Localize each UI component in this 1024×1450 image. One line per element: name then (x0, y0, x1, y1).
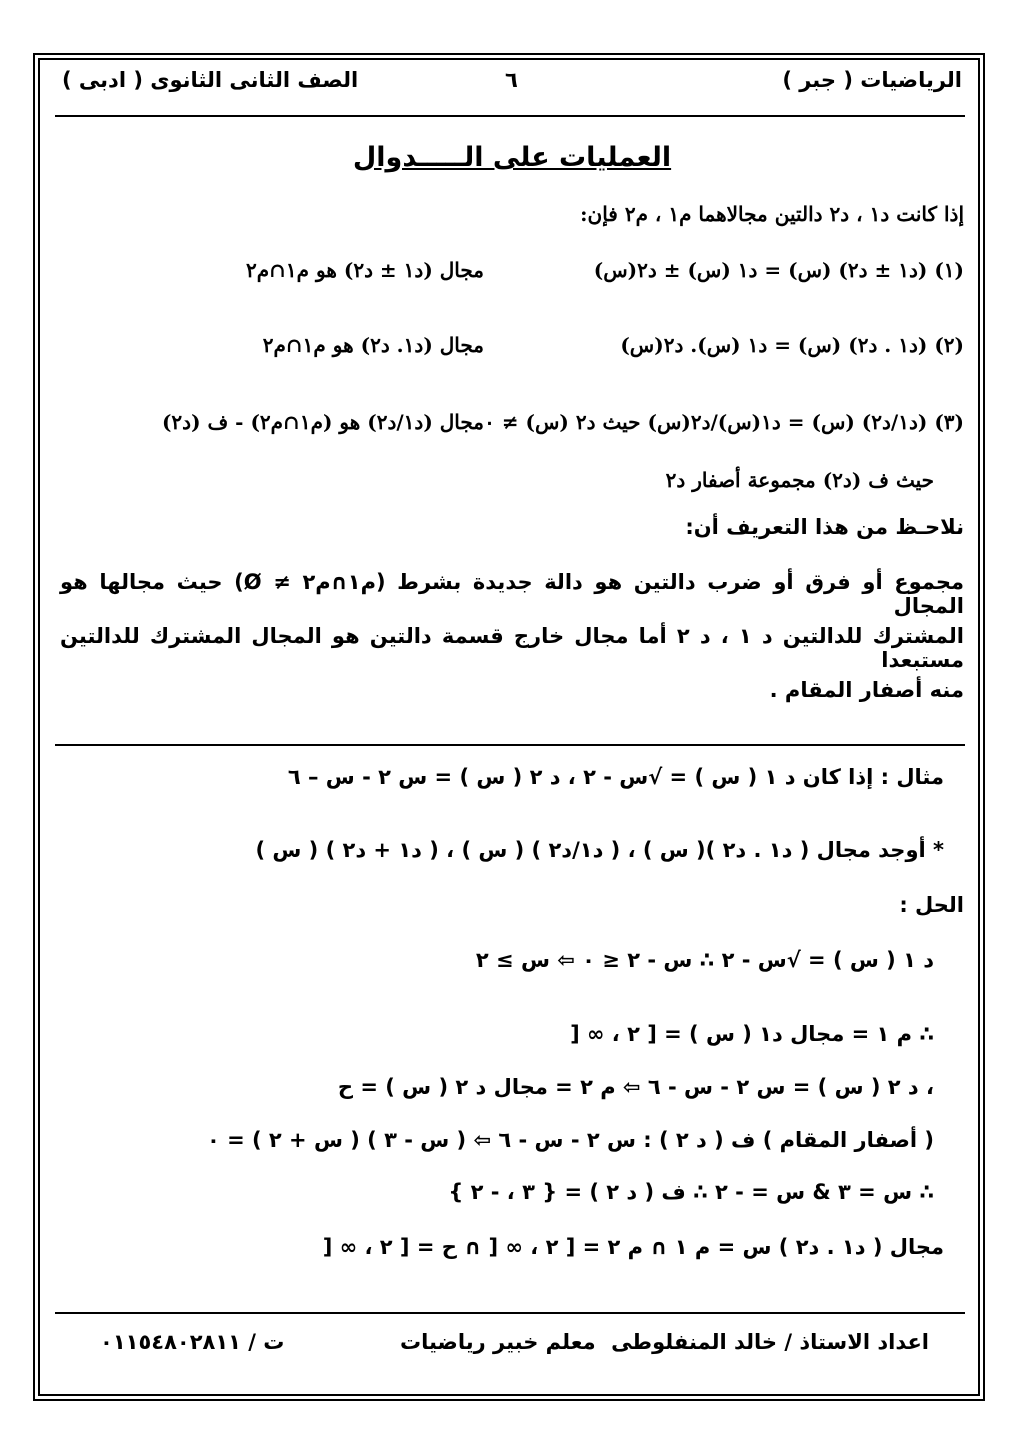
solution-label: الحل : (899, 893, 964, 917)
solution-step-4: ( أصفار المقام ) ف ( د ٢ ) : س ٢ - س - ٦ ⇦ ( س - ٣ ) ( س + ٢ ) = ٠ (206, 1128, 934, 1152)
footer-phone: ت / ٠١١٥٤٨٠٢٨١١ (100, 1330, 285, 1354)
note-line-3: منه أصفار المقام . (769, 678, 964, 702)
definition-intro: إذا كانت د١ ، د٢ دالتين مجالاهما م١ ، م٢ فإن: (580, 202, 964, 226)
page-title: العمليات على الـــــدوال (352, 142, 672, 173)
rule-2-domain: مجال (د١. د٢) هو م١∩م٢ (262, 333, 484, 357)
header-page-number: ٦ (505, 68, 518, 92)
header-grade: الصف الثانى الثانوى ( ادبى ) (62, 68, 359, 92)
solution-step-1: د ١ ( س ) = √س - ٢ ∴ س - ٢ ≤ ٠ ⇦ س ≥ ٢ (475, 948, 934, 972)
section-rule (55, 744, 965, 746)
header-subject: الرياضيات ( جبر ) (782, 68, 962, 92)
rule-2-formula: (٢) (د١ . د٢) (س) = د١ (س). د٢(س) (620, 333, 964, 357)
note-heading: نلاحـظ من هذا التعريف أن: (685, 515, 964, 539)
header-rule (55, 115, 965, 117)
example-statement: مثال : إذا كان د ١ ( س ) = √س - ٢ ، د ٢ ( س ) = س ٢ - س – ٦ (287, 765, 944, 789)
solution-step-5: ∴ س = ٣ & س = - ٢ ∴ ف ( د ٢ ) = { ٣ ، - ٢ } (448, 1180, 934, 1204)
solution-step-2: ∴ م ١ = مجال د١ ( س ) = [ ٢ ، ∞ [ (570, 1022, 934, 1046)
rule-3-domain: مجال (د١/د٢) هو (م١∩م٢) - ف (د٢) (161, 410, 484, 434)
footer-rule (55, 1312, 965, 1314)
zeros-note: حيث ف (د٢) مجموعة أصفار د٢ (665, 468, 934, 492)
note-line-1: مجموع أو فرق أو ضرب دالتين هو دالة جديدة بشرط (م١∩م٢ ≠ Ø) حيث مجالها هو المجال (60, 570, 964, 618)
solution-step-3: ، د ٢ ( س ) = س ٢ - س - ٦ ⇦ م ٢ = مجال د ٢ ( س ) = ح (337, 1075, 934, 1099)
rule-1-domain: مجال (د١ ± د٢) هو م١∩م٢ (246, 258, 484, 282)
note-line-2: المشترك للدالتين د ١ ، د ٢ أما مجال خارج قسمة دالتين هو المجال المشترك للدالتين مستبعدا (60, 624, 964, 672)
rule-3-formula: (٣) (د١/د٢) (س) = د١(س)/د٢(س) حيث د٢ (س) ≠ ٠ (484, 410, 964, 434)
example-task: * أوجد مجال ( د١ . د٢ )( س ) ، ( د١/د٢ ) ( س ) ، ( د١ + د٢ ) ( س ) (255, 838, 944, 862)
footer-author: اعداد الاستاذ / خالد المنفلوطى (611, 1330, 929, 1354)
footer-role: معلم خبير رياضيات (400, 1330, 596, 1354)
solution-step-6: مجال ( د١ . د٢ ) س = م ١ ∩ م ٢ = [ ٢ ، ∞ [ ∩ ح = [ ٢ ، ∞ [ (322, 1235, 944, 1259)
rule-1-formula: (١) (د١ ± د٢) (س) = د١ (س) ± د٢(س) (593, 258, 964, 282)
